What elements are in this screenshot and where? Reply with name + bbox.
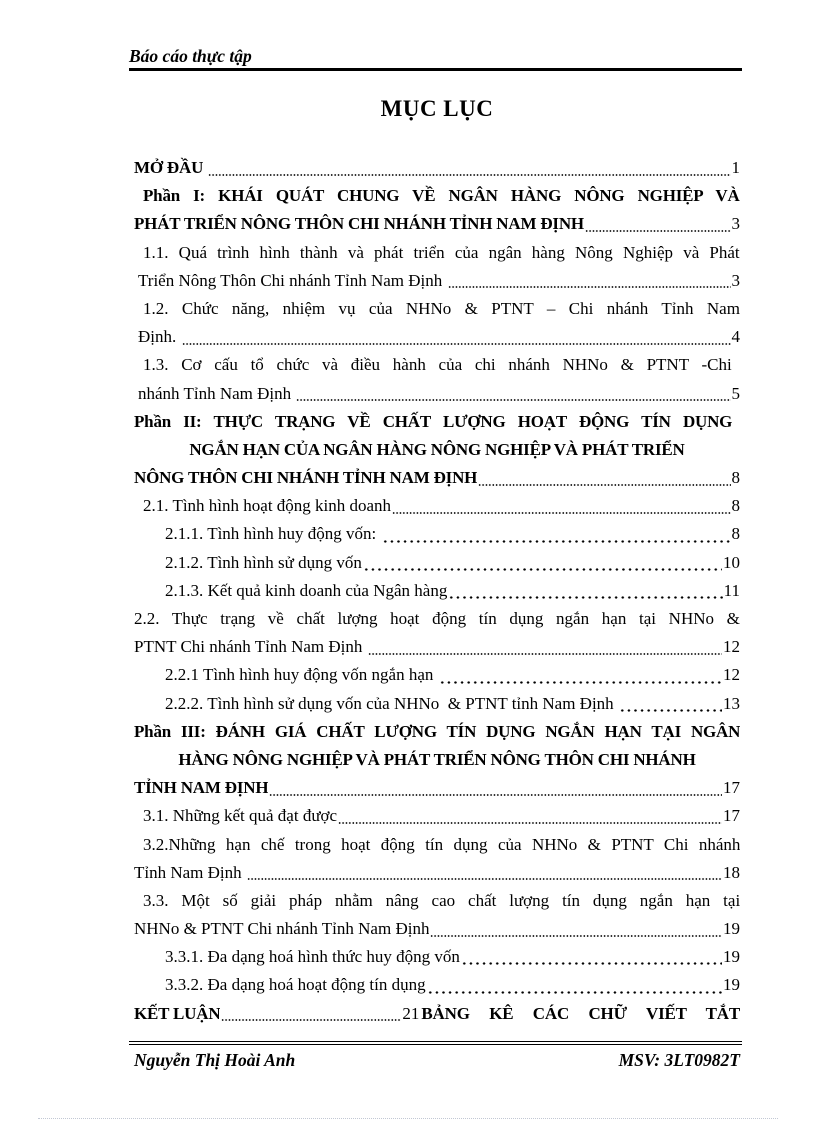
toc-page-number: 5 <box>731 383 740 403</box>
toc-dot-leader <box>461 943 722 971</box>
toc-dot-leader <box>448 577 722 605</box>
toc-entry-title: Tỉnh Nam Định <box>134 862 246 882</box>
header-title: Báo cáo thực tập <box>129 46 252 66</box>
toc-entry-title: KẾT LUẬN <box>134 1003 221 1023</box>
toc-dot-leader <box>478 464 730 492</box>
toc-page-number: 8 <box>731 496 740 516</box>
toc-line-text: 2.2. Thực trạng về chất lượng hoạt động tín dụng ngắn hạn tại NHNo & <box>134 609 740 628</box>
toc-entry-title: 3.3.2. Đa dạng hoá hoạt động tín dụng <box>165 975 426 995</box>
toc-page-number: 12 <box>723 637 740 657</box>
toc-page-number: 3 <box>731 270 740 290</box>
toc-entry <box>134 1000 740 1028</box>
toc-page-number: 18 <box>723 862 740 882</box>
toc-dot-leader <box>182 323 731 351</box>
toc-dot-leader <box>296 380 730 408</box>
toc-line-text: 3.3. Một số giải pháp nhằm nâng cao chất lượng tín dụng ngắn hạn tại <box>143 890 740 910</box>
toc-entry-title: Triển Nông Thôn Chi nhánh Tỉnh Nam Định <box>138 270 447 290</box>
toc-entry-title: NHNo & PTNT Chi nhánh Tỉnh Nam Định <box>134 919 430 939</box>
toc-line <box>134 239 740 267</box>
toc-page-number: 4 <box>731 327 740 347</box>
toc-entry-title: 2.1. Tình hình hoạt động kinh doanh <box>143 496 392 516</box>
toc-line <box>134 718 740 746</box>
toc-line <box>134 295 740 323</box>
toc-entry-suffix <box>421 1000 740 1028</box>
page-footer <box>134 1050 740 1071</box>
page-title: MỤC LỤC <box>380 96 494 121</box>
toc-page-number: 10 <box>723 552 740 572</box>
toc-line <box>134 351 740 379</box>
toc-dot-leader <box>430 915 722 943</box>
toc-entry-title: 2.1.3. Kết quả kinh doanh của Ngân hàng <box>165 580 448 600</box>
page-bottom-edge-artifact <box>38 1118 778 1119</box>
toc-line-text: 1.1. Quá trình hình thành và phát triển của ngân hàng Nông Nghiệp và Phát <box>143 242 740 262</box>
toc-entry-title: TỈNH NAM ĐỊNH <box>134 778 269 798</box>
toc-dot-leader <box>269 774 722 802</box>
toc-entry-title: MỞ ĐẦU <box>134 158 208 177</box>
toc-entry-suffix-text: BẢNG KÊ CÁC CHỮ VIẾT TẮT <box>421 1003 740 1023</box>
toc-page-number: 17 <box>723 806 740 826</box>
toc-entry <box>134 774 740 802</box>
toc-entry <box>134 520 740 548</box>
toc-dot-leader <box>221 1000 401 1028</box>
toc-dot-leader <box>382 520 731 548</box>
toc-page-number: 21 <box>402 1003 420 1023</box>
toc-page-number: 19 <box>723 947 740 967</box>
toc-entry <box>134 380 740 408</box>
toc-dot-leader <box>619 690 722 718</box>
toc-line-text: NGẮN HẠN CỦA NGÂN HÀNG NÔNG NGHIỆP VÀ PHÁT TRIỂN <box>189 439 685 459</box>
toc-entry-title: 3.1. Những kết quả đạt được <box>143 806 338 826</box>
toc-entry <box>134 690 740 718</box>
toc-line <box>134 887 740 915</box>
toc-line-text: Phần III: ĐÁNH GIÁ CHẤT LƯỢNG TÍN DỤNG NGẮN HẠN TẠI NGÂN <box>134 721 740 741</box>
footer-rule <box>129 1041 742 1045</box>
toc-dot-leader <box>368 633 722 661</box>
toc-line-text: Phần I: KHÁI QUÁT CHUNG VỀ NGÂN HÀNG NÔNG NGHIỆP VÀ <box>143 186 740 206</box>
toc-page-number: 1 <box>731 158 740 177</box>
toc-dot-leader <box>338 802 722 830</box>
toc-entry <box>134 859 740 887</box>
toc-page-number: 13 <box>723 693 740 713</box>
toc-entry <box>134 577 740 605</box>
page-header <box>129 46 742 71</box>
toc-dot-leader <box>439 661 722 689</box>
toc-entry-title: 2.2.1 Tình hình huy động vốn ngắn hạn <box>165 665 438 685</box>
toc-line <box>134 436 740 464</box>
toc-entry <box>134 943 740 971</box>
footer-student-id: MSV: 3LT0982T <box>618 1049 740 1070</box>
toc-page-number: 11 <box>723 580 740 600</box>
toc-entry-title: NÔNG THÔN CHI NHÁNH TỈNH NAM ĐỊNH <box>134 468 478 488</box>
toc-line <box>134 746 740 774</box>
toc-dot-leader <box>427 971 722 999</box>
toc-entry <box>134 971 740 999</box>
toc-entry-title: nhánh Tỉnh Nam Định <box>138 383 296 403</box>
toc-line-text: 3.2.Những hạn chế trong hoạt động tín dụng của NHNo & PTNT Chi nhánh <box>143 834 740 854</box>
toc-entry-title: PTNT Chi nhánh Tỉnh Nam Định <box>134 637 367 657</box>
toc-entry-title: 2.2.2. Tình hình sử dụng vốn của NHNo & PTNT tỉnh Nam Định <box>165 693 618 713</box>
toc-dot-leader <box>247 859 722 887</box>
toc-entry <box>134 915 740 943</box>
toc-dot-leader <box>208 154 730 182</box>
toc-entry <box>134 464 740 492</box>
toc-entry-title: PHÁT TRIỂN NÔNG THÔN CHI NHÁNH TỈNH NAM ĐỊNH <box>134 214 584 234</box>
toc-page-number: 17 <box>723 778 740 798</box>
toc-dot-leader <box>363 549 722 577</box>
toc-entry-title: 3.3.1. Đa dạng hoá hình thức huy động vốn <box>165 947 460 967</box>
toc-page-number: 19 <box>723 919 740 939</box>
toc-line <box>134 182 740 210</box>
toc-dot-leader <box>392 492 730 520</box>
toc-dot-leader <box>448 267 731 295</box>
toc-line-text: 1.3. Cơ cấu tổ chức và điều hành của chi nhánh NHNo & PTNT -Chi <box>143 355 732 375</box>
toc-entry <box>134 633 740 661</box>
toc-page-number: 3 <box>731 214 740 234</box>
toc-dot-leader <box>585 210 731 238</box>
toc-entry <box>134 492 740 520</box>
footer-author: Nguyễn Thị Hoài Anh <box>134 1049 296 1070</box>
toc-page-number: 12 <box>723 665 740 685</box>
toc-page-number: 8 <box>731 524 740 544</box>
toc-entry <box>134 549 740 577</box>
toc-entry <box>134 802 740 830</box>
toc-line <box>134 605 740 633</box>
toc-page-number: 8 <box>731 468 740 488</box>
toc-entry <box>134 661 740 689</box>
toc-entry-title: Định. <box>138 327 181 347</box>
toc-line <box>134 408 740 436</box>
toc-entry <box>134 267 740 295</box>
toc-entry <box>134 210 740 238</box>
toc-line-text: Phần II: THỰC TRẠNG VỀ CHẤT LƯỢNG HOẠT ĐỘNG TÍN DỤNG <box>134 411 733 431</box>
toc-page-number: 19 <box>723 975 740 995</box>
toc-list <box>134 154 740 1028</box>
toc-line-text: HÀNG NÔNG NGHIỆP VÀ PHÁT TRIỂN NÔNG THÔN CHI NHÁNH <box>178 749 696 769</box>
toc-line-text: 1.2. Chức năng, nhiệm vụ của NHNo & PTNT – Chi nhánh Tỉnh Nam <box>143 298 740 318</box>
toc-entry <box>134 154 740 182</box>
toc-line <box>134 831 740 859</box>
toc-entry <box>134 323 740 351</box>
toc-entry-title: 2.1.1. Tình hình huy động vốn: <box>165 524 381 544</box>
toc-entry-title: 2.1.2. Tình hình sử dụng vốn <box>165 552 362 572</box>
